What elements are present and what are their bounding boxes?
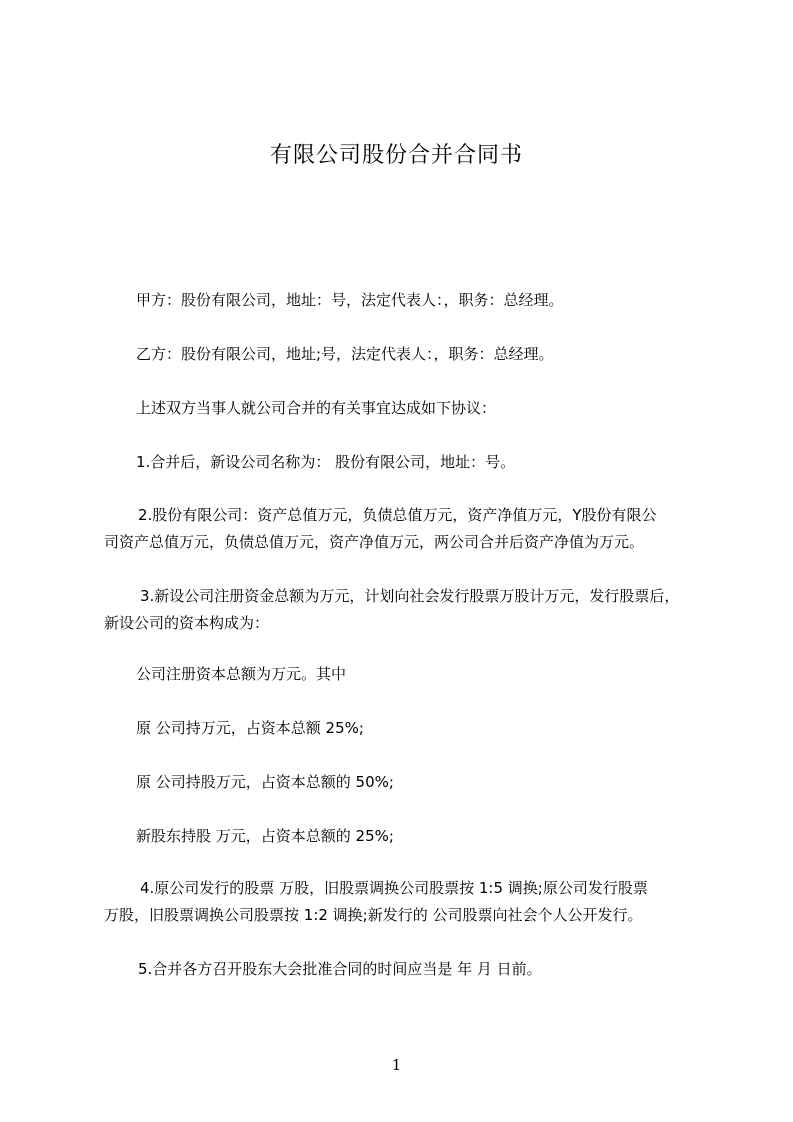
paragraph-line: 新设公司的资本构成为： (104, 614, 270, 632)
paragraph-line: 新股东持股 万元，占资本总额的 25%; (136, 827, 394, 845)
clause-5 (104, 956, 702, 983)
clause-1 (104, 449, 702, 476)
paragraph-line: 3.新设公司注册资金总额为万元，计划向社会发行股票万股计万元，发行股票后， (140, 587, 680, 605)
paragraph-line: 原 公司持万元，占资本总额 25%; (136, 719, 364, 737)
paragraph-line: 司资产总值万元，负债总值万元，资产净值万元，两公司合并后资产净值为万元。 (104, 533, 645, 551)
capital-share-new (104, 823, 702, 850)
clause-3 (104, 583, 702, 637)
capital-total (104, 661, 702, 688)
paragraph-line: 原 公司持股万元，占资本总额的 50%; (136, 773, 394, 791)
paragraph-preamble (104, 395, 702, 422)
paragraph-party-b (104, 341, 702, 368)
document-title: 有限公司股份合并合同书 (269, 143, 523, 168)
capital-share-a (104, 715, 702, 742)
page-number: 1 (391, 1056, 402, 1074)
paragraph-line: 2.股份有限公司：资产总值万元，负债总值万元，资产净值万元，Y股份有限公 (138, 506, 657, 524)
paragraph-line: 5.合并各方召开股东大会批准合同的时间应当是 年 月 日前。 (138, 960, 542, 978)
paragraph-line: 甲方：股份有限公司，地址：号，法定代表人：，职务：总经理。 (136, 291, 564, 309)
paragraph-line: 乙方：股份有限公司，地址;号，法定代表人：，职务：总经理。 (136, 345, 554, 363)
clause-4 (104, 875, 702, 929)
paragraph-line: 上述双方当事人就公司合并的有关事宜达成如下协议： (136, 399, 497, 417)
capital-share-b (104, 769, 702, 796)
paragraph-line: 万股，旧股票调换公司股票按 1:2 调换;新发行的 公司股票向社会个人公开发行。 (104, 906, 643, 924)
paragraph-line: 公司注册资本总额为万元。其中 (136, 665, 347, 683)
paragraph-line: 1.合并后，新设公司名称为： 股份有限公司，地址：号。 (136, 453, 516, 471)
clause-2 (104, 502, 702, 556)
paragraph-line: 4.原公司发行的股票 万股，旧股票调换公司股票按 1:5 调换;原公司发行股票 (140, 879, 648, 897)
paragraph-party-a (104, 287, 702, 314)
